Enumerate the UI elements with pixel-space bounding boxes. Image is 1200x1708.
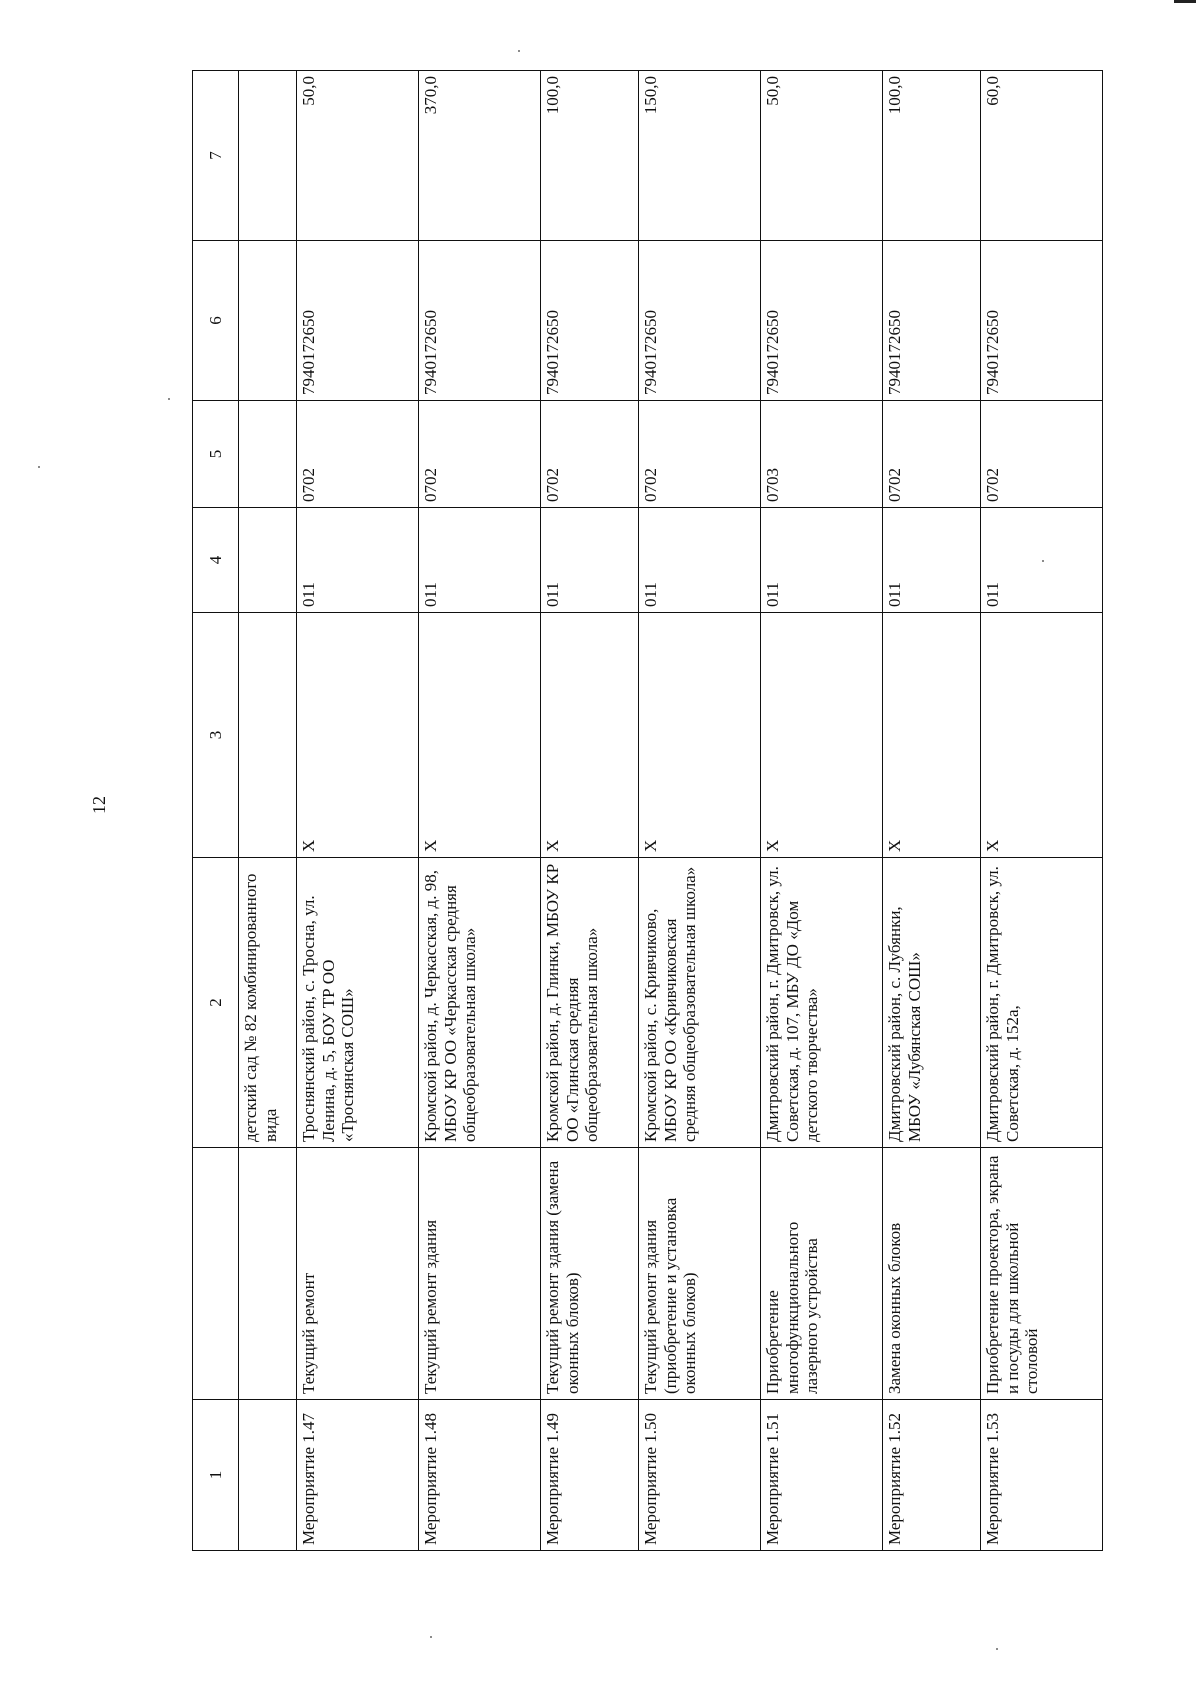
measure-target: 7940172650 <box>639 241 761 401</box>
measure-name: Мероприятие 1.49 <box>541 1400 639 1551</box>
measure-name: Мероприятие 1.50 <box>639 1400 761 1551</box>
measure-address: Дмитровский район, с. Лубянки, МБОУ «Лубянская СОШ» <box>883 858 981 1148</box>
measure-name: Мероприятие 1.53 <box>981 1400 1103 1551</box>
measure-name: Мероприятие 1.52 <box>883 1400 981 1551</box>
continuation-cell-7 <box>239 71 297 241</box>
continuation-cell-6 <box>239 241 297 401</box>
measure-amount: 150,0 <box>639 71 761 241</box>
measure-section: 0702 <box>639 401 761 508</box>
continuation-cell-3 <box>239 613 297 858</box>
measures-table <box>192 70 1103 1551</box>
scan-speck <box>996 1648 998 1650</box>
measure-mark: X <box>639 613 761 858</box>
measure-address: Кромской район, с. Кривчиково, МБОУ КР ОО «Кривчиковская средняя общеобразовательная школа» <box>639 858 761 1148</box>
measure-grbs: 011 <box>541 508 639 613</box>
page-number: 12 <box>89 796 109 814</box>
measure-grbs: 011 <box>883 508 981 613</box>
measure-target: 7940172650 <box>761 241 883 401</box>
measure-name: Мероприятие 1.51 <box>761 1400 883 1551</box>
measure-grbs: 011 <box>419 508 541 613</box>
measure-address: Кромской район, д. Глинки, МБОУ КР ОО «Глинская средняя общеобразовательная школа» <box>541 858 639 1148</box>
measure-target: 7940172650 <box>883 241 981 401</box>
measure-mark: X <box>419 613 541 858</box>
measure-mark: X <box>761 613 883 858</box>
measure-mark: X <box>297 613 419 858</box>
measure-target: 7940172650 <box>419 241 541 401</box>
measure-address: Дмитровский район, г. Дмитровск, ул. Советская, д. 152а, <box>981 858 1103 1148</box>
table-row <box>541 71 639 1551</box>
measure-mark: X <box>981 613 1103 858</box>
measure-grbs: 011 <box>639 508 761 613</box>
measure-section: 0702 <box>981 401 1103 508</box>
scan-speck <box>38 466 40 468</box>
header-cell-1: 1 <box>193 1400 239 1551</box>
measure-address: Троснянский район, с. Тросна, ул. Ленина, д. 5, БОУ ТР ОО «Троснянская СОШ» <box>297 858 419 1148</box>
continuation-cell-4 <box>239 508 297 613</box>
measure-amount: 100,0 <box>541 71 639 241</box>
measure-target: 7940172650 <box>981 241 1103 401</box>
measure-amount: 100,0 <box>883 71 981 241</box>
measure-mark: X <box>883 613 981 858</box>
continuation-cell-1 <box>239 1400 297 1551</box>
scan-speck <box>168 398 170 400</box>
measure-grbs: 011 <box>761 508 883 613</box>
measure-address: Кромской район, д. Черкасская, д. 98, МБОУ КР ОО «Черкасская средняя общеобразовательная школа» <box>419 858 541 1148</box>
scan-speck <box>518 50 520 52</box>
measure-description: Текущий ремонт здания (замена оконных блоков) <box>541 1148 639 1400</box>
header-cell-2: 2 <box>193 858 239 1148</box>
table-row <box>883 71 981 1551</box>
measure-description: Текущий ремонт <box>297 1148 419 1400</box>
header-cell-4: 4 <box>193 508 239 613</box>
measure-mark: X <box>541 613 639 858</box>
measure-description: Приобретение проектора, экрана и посуды для школьной столовой <box>981 1148 1103 1400</box>
header-cell-7: 7 <box>193 71 239 241</box>
measure-amount: 370,0 <box>419 71 541 241</box>
scan-speck <box>430 1636 432 1638</box>
measure-amount: 60,0 <box>981 71 1103 241</box>
header-cell-5: 5 <box>193 401 239 508</box>
table-row <box>297 71 419 1551</box>
measure-name: Мероприятие 1.47 <box>297 1400 419 1551</box>
measure-grbs: 011 <box>981 508 1103 613</box>
measure-section: 0702 <box>883 401 981 508</box>
table-row <box>981 71 1103 1551</box>
measure-grbs: 011 <box>297 508 419 613</box>
table-row <box>761 71 883 1551</box>
continuation-row <box>239 71 297 1551</box>
column-number-row <box>193 71 239 1551</box>
table-row <box>419 71 541 1551</box>
measure-section: 0702 <box>541 401 639 508</box>
measure-description: Текущий ремонт здания (приобретение и установка оконных блоков) <box>639 1148 761 1400</box>
header-cell-6: 6 <box>193 241 239 401</box>
rotated-table-container <box>192 71 1042 1551</box>
continuation-address: детский сад № 82 комбинированного вида <box>239 858 297 1148</box>
measure-name: Мероприятие 1.48 <box>419 1400 541 1551</box>
page-edge-mark <box>1174 0 1196 3</box>
continuation-cell-1b <box>239 1148 297 1400</box>
measure-target: 7940172650 <box>541 241 639 401</box>
measure-description: Приобретение многофункционального лазерного устройства <box>761 1148 883 1400</box>
table-row <box>639 71 761 1551</box>
measure-section: 0702 <box>297 401 419 508</box>
measure-address: Дмитровский район, г. Дмитровск, ул. Советская, д. 107, МБУ ДО «Дом детского творчества» <box>761 858 883 1148</box>
measure-section: 0703 <box>761 401 883 508</box>
continuation-cell-5 <box>239 401 297 508</box>
measure-amount: 50,0 <box>297 71 419 241</box>
measure-description: Текущий ремонт здания <box>419 1148 541 1400</box>
header-cell-3: 3 <box>193 613 239 858</box>
measure-section: 0702 <box>419 401 541 508</box>
measure-description: Замена оконных блоков <box>883 1148 981 1400</box>
measure-target: 7940172650 <box>297 241 419 401</box>
header-cell-1b <box>193 1148 239 1400</box>
measure-amount: 50,0 <box>761 71 883 241</box>
